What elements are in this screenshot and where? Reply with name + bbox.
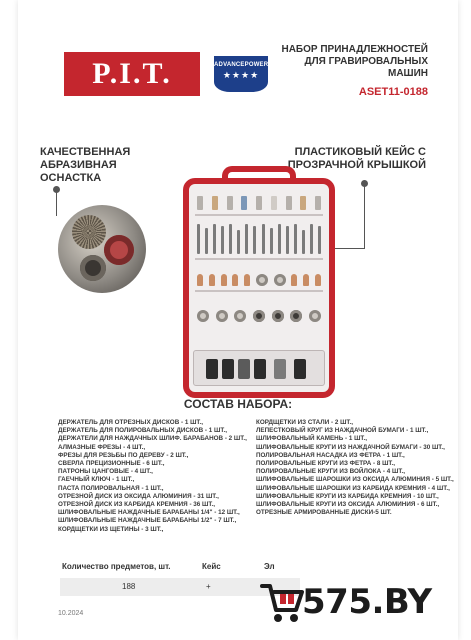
composition-title: СОСТАВ НАБОРА: <box>183 397 293 411</box>
list-item: ШЛИФОВАЛЬНЫЕ КРУГИ ИЗ ОКСИДА АЛЮМИНИЯ - 6 ШТ., <box>256 501 440 509</box>
grinding-stone <box>80 255 106 281</box>
list-item: ПОЛИРОВАЛЬНЫЕ КРУГИ ИЗ ФЕТРА - 8 ШТ., <box>256 460 396 468</box>
callout-pointer-line <box>56 190 57 216</box>
list-item: ПОЛИРОВАЛЬНАЯ НАСАДКА ИЗ ФЕТРА - 1 ШТ., <box>256 451 405 459</box>
product-sheet <box>18 0 458 640</box>
callout-pointer-line <box>330 248 365 249</box>
list-item: ОТРЕЗНОЙ ДИСК ИЗ ОКСИДА АЛЮМИНИЯ - 31 ШТ., <box>58 492 219 500</box>
list-item: ДЕРЖАТЕЛИ ДЛЯ НАЖДАЧНЫХ ШЛИФ. БАРАБАНОВ - 2 ШТ., <box>58 435 247 443</box>
accessory-closeup-image <box>58 205 146 293</box>
composition-list-left <box>58 419 247 534</box>
list-item: ШЛИФОВАЛЬНЫЕ НАЖДАЧНЫЕ БАРАБАНЫ 1/2" - 7 ШТ., <box>58 517 237 525</box>
spec-header-third: Эл <box>264 562 275 571</box>
case-row-bits <box>197 220 321 254</box>
case-drawer <box>193 350 325 386</box>
list-item: ШЛИФОВАЛЬНЫЕ КРУГИ ИЗ КАРБИДА КРЕМНИЯ - 10 ШТ., <box>256 492 439 500</box>
spec-header-case: Кейс <box>202 562 221 571</box>
spec-value-case: + <box>206 582 211 591</box>
list-item: ЛЕПЕСТКОВЫЙ КРУГ ИЗ НАЖДАЧНОЙ БУМАГИ - 1 ШТ., <box>256 427 429 435</box>
list-item: АЛМАЗНЫЕ ФРЕЗЫ - 4 ШТ., <box>58 443 146 451</box>
product-model: ASET11-0188 <box>358 86 428 98</box>
composition-list-right <box>256 419 454 517</box>
spec-value-count: 188 <box>122 582 136 591</box>
list-item: ШЛИФОВАЛЬНЫЕ ШАРОШКИ ИЗ ОКСИДА АЛЮМИНИЯ - 5 ШТ., <box>256 476 454 484</box>
list-item: ПАСТА ПОЛИРОВАЛЬНАЯ - 1 ШТ., <box>58 484 164 492</box>
list-item: ОТРЕЗНЫЕ АРМИРОВАННЫЕ ДИСКИ-5 ШТ. <box>256 509 392 517</box>
list-item: СВЕРЛА ПРЕЦИЗИОННЫЕ - 6 ШТ., <box>58 460 165 468</box>
list-item: ШЛИФОВАЛЬНЫЙ КАМЕНЬ - 1 ШТ., <box>256 435 368 443</box>
brand-logo: P.I.T. <box>64 52 200 96</box>
case-row-tips <box>197 264 321 286</box>
footer-date: 10.2024 <box>58 610 84 617</box>
list-item: ШЛИФОВАЛЬНЫЕ НАЖДАЧНЫЕ БАРАБАНЫ 1/4" - 12 ШТ., <box>58 509 240 517</box>
abrasive-wheel <box>104 235 134 265</box>
callout-pointer-line <box>364 184 365 248</box>
list-item: ШЛИФОВАЛЬНЫЕ КРУГИ ИЗ НАЖДАЧНОЙ БУМАГИ - 30 ШТ., <box>256 443 445 451</box>
list-item: ОТРЕЗНОЙ ДИСК ИЗ КАРБИДА КРЕМНИЯ - 36 ШТ., <box>58 501 216 509</box>
list-item: ДЕРЖАТЕЛЬ ДЛЯ ОТРЕЗНЫХ ДИСКОВ - 1 ШТ., <box>58 419 204 426</box>
watermark-text: 575.BY <box>302 582 432 622</box>
accessory-case-image <box>183 178 335 398</box>
list-item: ДЕРЖАТЕЛЬ ДЛЯ ПОЛИРОВАЛЬНЫХ ДИСКОВ - 1 ШТ., <box>58 427 227 435</box>
case-row-discs <box>197 296 321 322</box>
list-item: ФРЕЗЫ ДЛЯ РЕЗЬБЫ ПО ДЕРЕВУ - 2 ШТ., <box>58 451 189 459</box>
badge-stars: ★★★★ <box>222 70 260 80</box>
list-item: КОРДЩЕТКИ ИЗ СТАЛИ - 2 ШТ., <box>256 419 354 426</box>
list-item: ГАЕЧНЫЙ КЛЮЧ - 1 ШТ., <box>58 476 135 484</box>
list-item: ПОЛИРОВАЛЬНЫЕ КРУГИ ИЗ ВОЙЛОКА - 4 ШТ., <box>256 468 405 476</box>
callout-case: ПЛАСТИКОВЫЙ КЕЙС С ПРОЗРАЧНОЙ КРЫШКОЙ <box>287 146 426 171</box>
list-item: КОРДЩЕТКИ ИЗ ЩЕТИНЫ - 3 ШТ., <box>58 525 164 533</box>
product-title: НАБОР ПРИНАДЛЕЖНОСТЕЙ ДЛЯ ГРАВИРОВАЛЬНЫХ МАШИН <box>281 44 428 79</box>
spec-header-count: Количество предметов, шт. <box>62 562 171 571</box>
advancepower-badge: ADVANCEPOWER ★★★★ <box>214 56 268 92</box>
case-row-sleeves <box>197 192 321 210</box>
callout-abrasive: КАЧЕСТВЕННАЯ АБРАЗИВНАЯ ОСНАСТКА <box>40 146 131 184</box>
list-item: ПАТРОНЫ ЦАНГОВЫЕ - 4 ШТ., <box>58 468 153 476</box>
list-item: ШЛИФОВАЛЬНЫЕ ШАРОШКИ ИЗ КАРБИДА КРЕМНИЯ - 4 ШТ., <box>256 484 450 492</box>
wire-brush-wheel <box>72 215 106 249</box>
